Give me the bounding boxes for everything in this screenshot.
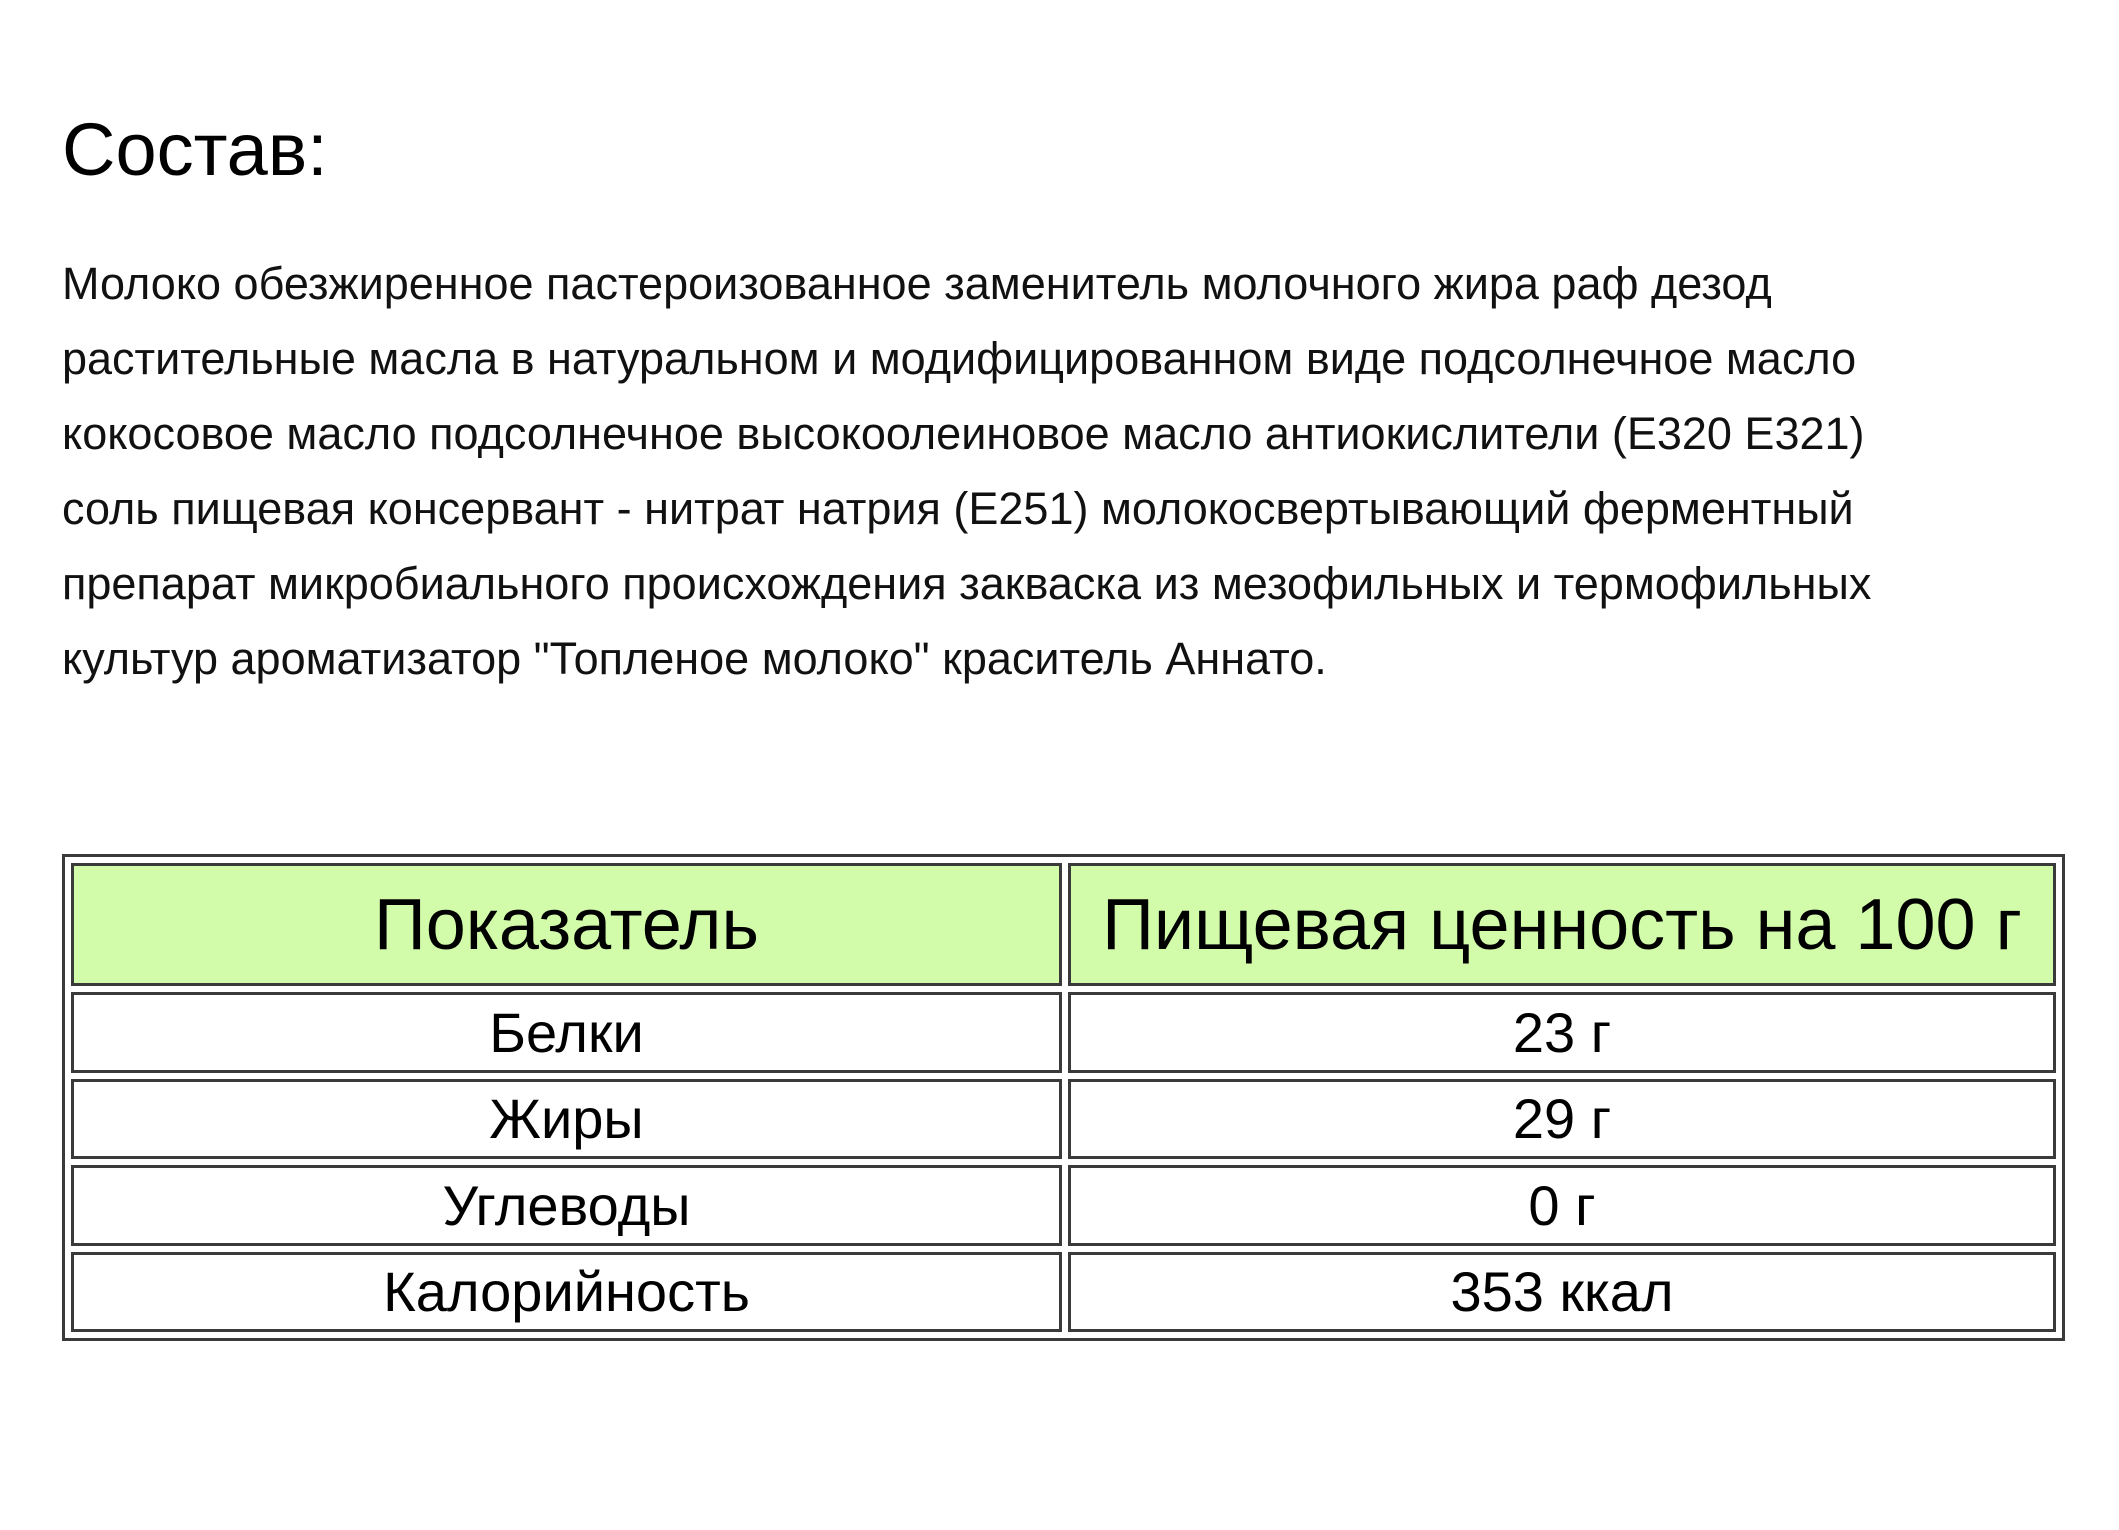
composition-line: соль пищевая консервант - нитрат натрия (Е251) молокосвертывающий ферментный [62,483,1854,534]
row-value-protein: 23 г [1068,992,2056,1073]
row-value-fat: 29 г [1068,1079,2056,1160]
header-nutrition-value: Пищевая ценность на 100 г [1068,863,2056,986]
page-title: Состав: [62,108,328,191]
header-indicator: Показатель [71,863,1062,986]
composition-text [62,246,2062,696]
composition-line: препарат микробиального происхождения закваска из мезофильных и термофильных [62,558,1872,609]
row-value-calories: 353 ккал [1068,1252,2056,1333]
composition-line: растительные масла в натуральном и модифицированном виде подсолнечное масло [62,333,1857,384]
composition-line: кокосовое масло подсолнечное высокоолеиновое масло антиокислители (Е320 Е321) [62,408,1865,459]
row-label-protein: Белки [71,992,1062,1073]
row-label-fat: Жиры [71,1079,1062,1160]
table-header-row [71,863,2056,986]
composition-line: Молоко обезжиренное пастероизованное заменитель молочного жира раф дезод [62,258,1772,309]
table-row [71,1165,2056,1246]
row-label-calories: Калорийность [71,1252,1062,1333]
row-value-carbs: 0 г [1068,1165,2056,1246]
nutrition-table [62,854,2065,1341]
table-row [71,1252,2056,1333]
row-label-carbs: Углеводы [71,1165,1062,1246]
composition-line: культур ароматизатор "Топленое молоко" краситель Аннато. [62,633,1327,684]
table-row [71,1079,2056,1160]
table-row [71,992,2056,1073]
